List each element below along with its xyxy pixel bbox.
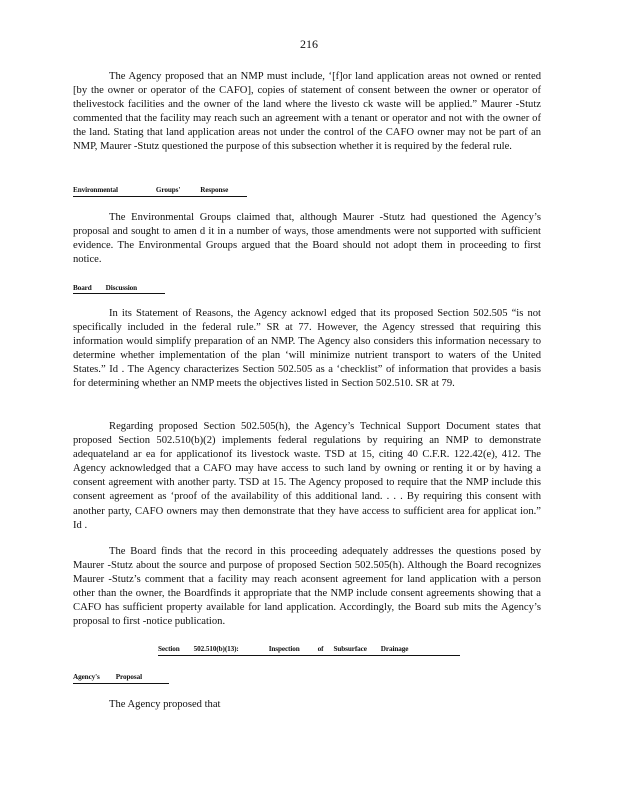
paragraph-statement-of-reasons <box>73 307 541 392</box>
paragraph-text: The Agency proposed that <box>109 699 221 710</box>
heading-board-discussion <box>73 284 137 293</box>
paragraph-agency-proposal-consent <box>73 70 541 155</box>
heading-agency-proposal <box>73 673 142 682</box>
heading-word: 502.510(b)(13): <box>193 645 239 653</box>
heading-word: Groups' <box>155 186 181 194</box>
heading-word: Inspection <box>268 645 300 653</box>
heading-word: of <box>317 645 324 653</box>
paragraph-board-finds <box>73 545 541 630</box>
page-number: 216 <box>300 37 318 51</box>
heading-word: Subsurface <box>333 645 367 653</box>
heading-word: Response <box>200 186 229 194</box>
paragraph-text: In its Statement of Reasons, the Agency acknowl edged that its proposed Section 502.505 “is not specifically included in the federal rule.” SR at 77. However, the Agency stressed that requiring this information would simplify preparation of an NMP. The Agency also considers this information necessary to determine whether implementation of the plan ‘will minimize nutrient transport to waters of the United States.” Id . The Agency characterizes Section 502.505 as a ‘checklist” of information that provides a basis for determining whether an NMP meets the objectives listed in Section 502.510. SR at 79. <box>73 308 541 390</box>
heading-word: Section <box>158 645 180 653</box>
heading-section-502-510-b-13 <box>158 645 408 654</box>
paragraph-section-502-505-h <box>73 420 541 533</box>
heading-word: Proposal <box>115 673 142 681</box>
paragraph-text: The Agency proposed that an NMP must include, ‘[f]or land application areas not owned or rented [by the owner or operator of the CAFO], copies of statement of consent between the owner or operator of thelivestock facilities and the owner of the land where the livesto ck waste will be applied.” Maurer -Stutz commented that the facility may reach such an agreement with a tenant or operator and not with the owner of the land. Stating that land application areas not under the control of the CAFO owner may not be part of an NMP, Maurer -Stutz questioned the purpose of this subsection whether it is required by the federal rule. <box>73 71 541 153</box>
heading-underline <box>158 655 460 656</box>
heading-word: Agency's <box>73 673 100 681</box>
heading-underline <box>73 683 169 684</box>
heading-word: Discussion <box>105 284 138 292</box>
heading-environmental-groups-response <box>73 186 228 195</box>
heading-word: Board <box>73 284 92 292</box>
heading-word: Environmental <box>73 186 118 194</box>
paragraph-environmental-groups <box>73 211 541 267</box>
paragraph-agency-proposed-that <box>73 698 541 712</box>
heading-word: Drainage <box>380 645 409 653</box>
heading-underline <box>73 293 165 294</box>
paragraph-text: The Board finds that the record in this proceeding adequately addresses the questions posed by Maurer -Stutz about the source and purpose of proposed Section 502.505(h). Although the Board recognizes Maurer -Stutz’s comment that a facility may reach aconsent agreement for land application with a person other than the owner, the Boardfinds it appropriate that the NMP include consent agreements showing that a CAFO has sufficient property available for land application. Accordingly, the Board sub mits the Agency’s proposal to first -notice publication. <box>73 546 541 628</box>
heading-underline <box>73 196 247 197</box>
paragraph-text: The Environmental Groups claimed that, although Maurer -Stutz had questioned the Agency’s proposal and sought to amen d it in a number of ways, those amendments were not supported with sufficient evidence. The Environmental Groups argued that the Board should not adopt them in proceeding to first notice. <box>73 212 541 266</box>
paragraph-text: Regarding proposed Section 502.505(h), the Agency’s Technical Support Document states that proposed Section 502.510(b)(2) implements federal regulations by requiring an NMP to demonstrate adequateland ar ea for applicationof its livestock waste. TSD at 15, citing 40 C.F.R. 122.42(e), 412. The Agency acknowledged that a CAFO may have access to such land by owning or renting it or by having a consent agreement with another party. TSD at 15. The Agency proposed to require that the NMP include this consent agreement as ‘proof of the availability of this additional land. . . . By requiring this consent with another party, CAFO owners may then demonstrate that they have access to sufficient area for applicat ion.” Id . <box>73 421 541 531</box>
